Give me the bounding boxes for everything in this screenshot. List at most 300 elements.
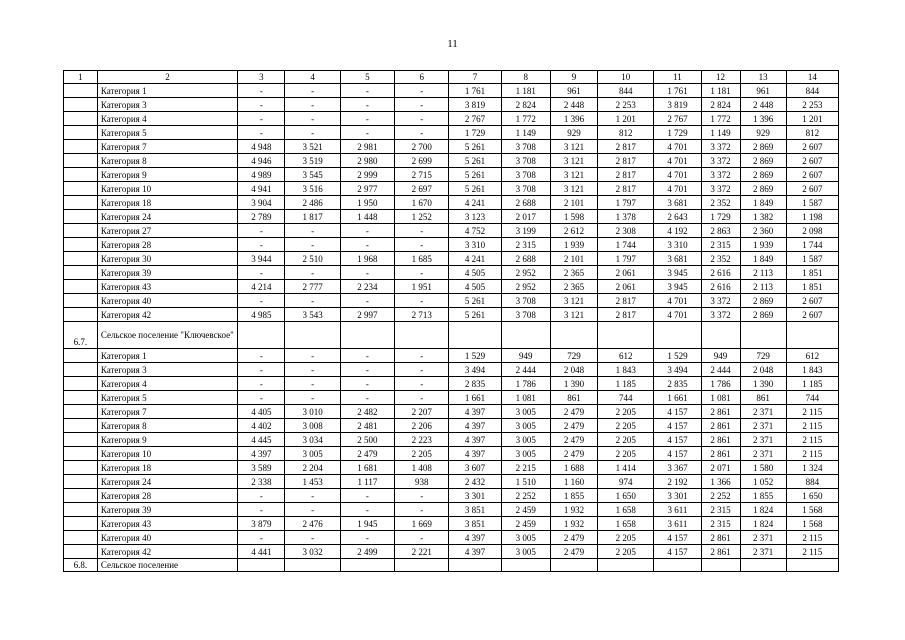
value-cell: 1 568: [786, 517, 838, 531]
row-number-cell: [64, 238, 98, 252]
value-cell: 3 199: [501, 224, 550, 238]
value-cell: 1 670: [395, 196, 449, 210]
value-cell: 1 396: [740, 112, 786, 126]
value-cell: 2 997: [340, 308, 394, 322]
table-row: [64, 447, 839, 461]
value-cell: 844: [598, 84, 654, 98]
value-cell: 2 479: [550, 531, 597, 545]
value-cell: 2 205: [598, 545, 654, 559]
value-cell: 2 486: [285, 196, 340, 210]
value-cell: 1 849: [740, 252, 786, 266]
category-name-cell: Категория 10: [97, 182, 237, 196]
value-cell: 1 453: [285, 475, 340, 489]
value-cell: 2 699: [395, 154, 449, 168]
value-cell: 3 545: [285, 168, 340, 182]
value-cell: -: [340, 363, 394, 377]
value-cell: 2 365: [550, 266, 597, 280]
value-cell: 2 315: [501, 238, 550, 252]
value-cell: -: [238, 294, 285, 308]
row-number-cell: [64, 517, 98, 531]
table-row: [64, 154, 839, 168]
value-cell: -: [238, 489, 285, 503]
table-row: [64, 98, 839, 112]
value-cell: 3 372: [701, 308, 740, 322]
value-cell: 2 315: [701, 517, 740, 531]
value-cell: 2 499: [340, 545, 394, 559]
value-cell: 1 797: [598, 196, 654, 210]
value-cell: 1 366: [701, 475, 740, 489]
value-cell: [238, 322, 285, 349]
value-cell: 2 479: [550, 405, 597, 419]
value-cell: 2 071: [701, 461, 740, 475]
value-cell: [340, 559, 394, 572]
value-cell: 1 414: [598, 461, 654, 475]
value-cell: 1 661: [449, 391, 501, 405]
table-row: [64, 196, 839, 210]
value-cell: 3 123: [449, 210, 501, 224]
value-cell: [701, 322, 740, 349]
category-name-cell: Сельское поселение: [97, 559, 237, 572]
value-cell: 3 879: [238, 517, 285, 531]
value-cell: 3 611: [654, 517, 701, 531]
category-name-cell: Категория 10: [97, 447, 237, 461]
value-cell: 1 744: [598, 238, 654, 252]
value-cell: [550, 322, 597, 349]
column-number-header: 4: [285, 71, 340, 84]
value-cell: 3 121: [550, 168, 597, 182]
row-number-cell: [64, 182, 98, 196]
value-cell: -: [395, 238, 449, 252]
value-cell: 2 223: [395, 433, 449, 447]
table-row: [64, 210, 839, 224]
value-cell: 1 382: [740, 210, 786, 224]
value-cell: 2 115: [786, 419, 838, 433]
value-cell: 1 396: [550, 112, 597, 126]
value-cell: -: [285, 531, 340, 545]
value-cell: -: [395, 503, 449, 517]
value-cell: 3 519: [285, 154, 340, 168]
value-cell: 1 580: [740, 461, 786, 475]
section-row: [64, 559, 839, 572]
value-cell: 3 708: [501, 294, 550, 308]
value-cell: 2 607: [786, 182, 838, 196]
value-cell: 2 061: [598, 266, 654, 280]
value-cell: 2 205: [395, 447, 449, 461]
value-cell: 1 510: [501, 475, 550, 489]
value-cell: 2 444: [501, 363, 550, 377]
value-cell: [701, 559, 740, 572]
column-number-header: 1: [64, 71, 98, 84]
table-row: [64, 252, 839, 266]
category-name-cell: Категория 39: [97, 266, 237, 280]
value-cell: [740, 322, 786, 349]
category-name-cell: Категория 8: [97, 154, 237, 168]
value-cell: [501, 559, 550, 572]
value-cell: 2 869: [740, 168, 786, 182]
value-cell: 4 397: [449, 447, 501, 461]
value-cell: 2 835: [654, 377, 701, 391]
table-row: [64, 475, 839, 489]
value-cell: 2 360: [740, 224, 786, 238]
value-cell: 2 817: [598, 294, 654, 308]
value-cell: [740, 559, 786, 572]
value-cell: -: [238, 224, 285, 238]
value-cell: 4 445: [238, 433, 285, 447]
row-number-cell: [64, 112, 98, 126]
value-cell: 2 205: [598, 433, 654, 447]
value-cell: -: [238, 266, 285, 280]
value-cell: 1 390: [550, 377, 597, 391]
value-cell: 2 700: [395, 140, 449, 154]
category-name-cell: Категория 42: [97, 545, 237, 559]
table-row: [64, 517, 839, 531]
value-cell: 929: [740, 126, 786, 140]
value-cell: -: [285, 112, 340, 126]
category-name-cell: Категория 1: [97, 349, 237, 363]
value-cell: 1 772: [701, 112, 740, 126]
value-cell: 861: [740, 391, 786, 405]
value-cell: -: [238, 112, 285, 126]
value-cell: 4 192: [654, 224, 701, 238]
value-cell: 1 761: [654, 84, 701, 98]
value-cell: 4 989: [238, 168, 285, 182]
value-cell: 5 261: [449, 308, 501, 322]
value-cell: -: [238, 391, 285, 405]
value-cell: 4 157: [654, 447, 701, 461]
value-cell: 2 207: [395, 405, 449, 419]
table-row: [64, 503, 839, 517]
value-cell: 2 115: [786, 433, 838, 447]
value-cell: 1 843: [786, 363, 838, 377]
category-name-cell: Категория 9: [97, 433, 237, 447]
section-row: [64, 322, 839, 349]
row-number-cell: [64, 503, 98, 517]
value-cell: 1 658: [598, 503, 654, 517]
value-cell: -: [395, 391, 449, 405]
value-cell: 2 643: [654, 210, 701, 224]
value-cell: 4 214: [238, 280, 285, 294]
value-cell: 3 008: [285, 419, 340, 433]
value-cell: 1 851: [786, 280, 838, 294]
table-row: [64, 419, 839, 433]
value-cell: 2 869: [740, 154, 786, 168]
value-cell: -: [395, 377, 449, 391]
column-number-header: 3: [238, 71, 285, 84]
value-cell: 1 149: [501, 126, 550, 140]
value-cell: 2 371: [740, 545, 786, 559]
column-number-header: 6: [395, 71, 449, 84]
value-cell: [786, 322, 838, 349]
value-cell: 1 939: [740, 238, 786, 252]
value-cell: -: [238, 238, 285, 252]
value-cell: 1 661: [654, 391, 701, 405]
value-cell: 1 378: [598, 210, 654, 224]
value-cell: 1 117: [340, 475, 394, 489]
value-cell: 2 767: [449, 112, 501, 126]
value-cell: [598, 559, 654, 572]
value-cell: 2 869: [740, 182, 786, 196]
value-cell: 1 669: [395, 517, 449, 531]
value-cell: 2 607: [786, 168, 838, 182]
category-name-cell: Категория 40: [97, 531, 237, 545]
value-cell: 2 607: [786, 154, 838, 168]
value-cell: 2 061: [598, 280, 654, 294]
value-cell: 961: [550, 84, 597, 98]
value-cell: 2 205: [598, 405, 654, 419]
value-cell: 3 005: [501, 447, 550, 461]
value-cell: 3 005: [501, 433, 550, 447]
value-cell: [654, 559, 701, 572]
value-cell: 2 192: [654, 475, 701, 489]
value-cell: 1 968: [340, 252, 394, 266]
value-cell: -: [340, 503, 394, 517]
column-number-header: 11: [654, 71, 701, 84]
value-cell: 2 861: [701, 405, 740, 419]
value-cell: -: [395, 489, 449, 503]
table-row: [64, 182, 839, 196]
value-cell: 2 479: [340, 447, 394, 461]
value-cell: 4 157: [654, 545, 701, 559]
value-cell: 4 157: [654, 531, 701, 545]
row-number-cell: [64, 210, 98, 224]
value-cell: 2 444: [701, 363, 740, 377]
value-cell: 2 448: [740, 98, 786, 112]
row-number-cell: [64, 126, 98, 140]
row-number-cell: [64, 308, 98, 322]
value-cell: 1 598: [550, 210, 597, 224]
value-cell: -: [395, 294, 449, 308]
value-cell: 2 448: [550, 98, 597, 112]
table-row: [64, 461, 839, 475]
table-row: [64, 405, 839, 419]
value-cell: [285, 559, 340, 572]
tariff-table: [63, 70, 839, 572]
value-cell: 3 121: [550, 294, 597, 308]
table-row: [64, 545, 839, 559]
value-cell: 974: [598, 475, 654, 489]
value-cell: -: [285, 363, 340, 377]
value-cell: 1 688: [550, 461, 597, 475]
value-cell: 744: [598, 391, 654, 405]
value-cell: -: [340, 489, 394, 503]
value-cell: 2 952: [501, 266, 550, 280]
value-cell: 5 261: [449, 154, 501, 168]
row-number-cell: [64, 349, 98, 363]
value-cell: 2 115: [786, 531, 838, 545]
value-cell: 2 688: [501, 196, 550, 210]
value-cell: 5 261: [449, 168, 501, 182]
value-cell: 861: [550, 391, 597, 405]
value-cell: 4 397: [449, 545, 501, 559]
value-cell: 4 946: [238, 154, 285, 168]
value-cell: [654, 322, 701, 349]
value-cell: 4 397: [449, 419, 501, 433]
value-cell: 4 397: [449, 531, 501, 545]
value-cell: 3 372: [701, 154, 740, 168]
table-row: [64, 126, 839, 140]
value-cell: 3 708: [501, 308, 550, 322]
value-cell: 3 851: [449, 503, 501, 517]
category-name-cell: Категория 28: [97, 489, 237, 503]
value-cell: [501, 322, 550, 349]
value-cell: -: [285, 294, 340, 308]
value-cell: 5 261: [449, 182, 501, 196]
value-cell: 1 160: [550, 475, 597, 489]
value-cell: 1 587: [786, 252, 838, 266]
value-cell: 3 005: [501, 531, 550, 545]
value-cell: 1 729: [701, 210, 740, 224]
value-cell: 4 505: [449, 280, 501, 294]
value-cell: 2 482: [340, 405, 394, 419]
value-cell: -: [340, 238, 394, 252]
category-name-cell: Категория 3: [97, 98, 237, 112]
value-cell: 4 948: [238, 140, 285, 154]
value-cell: 2 510: [285, 252, 340, 266]
row-number-cell: [64, 84, 98, 98]
value-cell: -: [395, 349, 449, 363]
value-cell: 4 701: [654, 294, 701, 308]
value-cell: 2 101: [550, 252, 597, 266]
table-row: [64, 294, 839, 308]
value-cell: 2 479: [550, 419, 597, 433]
row-number-cell: [64, 224, 98, 238]
value-cell: -: [395, 84, 449, 98]
value-cell: 2 817: [598, 140, 654, 154]
value-cell: 1 052: [740, 475, 786, 489]
value-cell: 2 607: [786, 140, 838, 154]
value-cell: 1 761: [449, 84, 501, 98]
value-cell: 1 729: [449, 126, 501, 140]
value-cell: -: [395, 224, 449, 238]
category-name-cell: Категория 18: [97, 196, 237, 210]
value-cell: 1 824: [740, 503, 786, 517]
value-cell: 2 500: [340, 433, 394, 447]
value-cell: 2 048: [740, 363, 786, 377]
value-cell: 4 241: [449, 252, 501, 266]
category-name-cell: Категория 1: [97, 84, 237, 98]
value-cell: 1 786: [701, 377, 740, 391]
value-cell: -: [285, 224, 340, 238]
value-cell: 3 005: [285, 447, 340, 461]
value-cell: 2 977: [340, 182, 394, 196]
value-cell: 2 315: [701, 503, 740, 517]
value-cell: 3 032: [285, 545, 340, 559]
table-row: [64, 84, 839, 98]
category-name-cell: Категория 5: [97, 391, 237, 405]
row-number-cell: [64, 363, 98, 377]
row-number-cell: [64, 98, 98, 112]
value-cell: 1 185: [598, 377, 654, 391]
value-cell: 2 101: [550, 196, 597, 210]
value-cell: 2 206: [395, 419, 449, 433]
value-cell: 2 204: [285, 461, 340, 475]
value-cell: 3 819: [654, 98, 701, 112]
value-cell: [449, 322, 501, 349]
value-cell: 1 650: [598, 489, 654, 503]
value-cell: 2 371: [740, 531, 786, 545]
value-cell: 2 824: [501, 98, 550, 112]
category-name-cell: Категория 3: [97, 363, 237, 377]
column-number-header: 14: [786, 71, 838, 84]
value-cell: 2 869: [740, 140, 786, 154]
category-name-cell: Категория 4: [97, 112, 237, 126]
value-cell: -: [395, 98, 449, 112]
value-cell: 2 789: [238, 210, 285, 224]
value-cell: -: [395, 266, 449, 280]
value-cell: 4 397: [449, 405, 501, 419]
value-cell: 3 494: [654, 363, 701, 377]
row-number-cell: [64, 433, 98, 447]
value-cell: 2 252: [501, 489, 550, 503]
value-cell: 2 697: [395, 182, 449, 196]
value-cell: 2 113: [740, 280, 786, 294]
value-cell: 1 932: [550, 503, 597, 517]
value-cell: 2 252: [701, 489, 740, 503]
value-cell: 1 932: [550, 517, 597, 531]
value-cell: 1 851: [786, 266, 838, 280]
category-name-cell: Категория 39: [97, 503, 237, 517]
value-cell: 4 402: [238, 419, 285, 433]
value-cell: -: [395, 126, 449, 140]
value-cell: 2 817: [598, 182, 654, 196]
value-cell: 2 817: [598, 308, 654, 322]
value-cell: -: [285, 391, 340, 405]
category-name-cell: Категория 43: [97, 517, 237, 531]
value-cell: 3 904: [238, 196, 285, 210]
value-cell: 3 589: [238, 461, 285, 475]
value-cell: 2 607: [786, 308, 838, 322]
value-cell: 3 121: [550, 154, 597, 168]
value-cell: 3 301: [449, 489, 501, 503]
value-cell: 1 408: [395, 461, 449, 475]
value-cell: 5 261: [449, 140, 501, 154]
value-cell: 2 371: [740, 447, 786, 461]
row-number-cell: [64, 545, 98, 559]
value-cell: 3 945: [654, 280, 701, 294]
value-cell: 3 708: [501, 154, 550, 168]
value-cell: 929: [550, 126, 597, 140]
value-cell: 3 543: [285, 308, 340, 322]
value-cell: 3 681: [654, 252, 701, 266]
value-cell: -: [340, 84, 394, 98]
value-cell: 2 115: [786, 545, 838, 559]
value-cell: 3 310: [449, 238, 501, 252]
column-number-header: 7: [449, 71, 501, 84]
value-cell: 4 397: [238, 447, 285, 461]
value-cell: 949: [701, 349, 740, 363]
value-cell: 4 941: [238, 182, 285, 196]
row-number-cell: [64, 266, 98, 280]
value-cell: 3 516: [285, 182, 340, 196]
category-name-cell: Категория 43: [97, 280, 237, 294]
value-cell: 3 521: [285, 140, 340, 154]
value-cell: 812: [598, 126, 654, 140]
category-name-cell: Сельское поселение "Ключевское": [97, 322, 237, 349]
value-cell: 1 855: [550, 489, 597, 503]
value-cell: [238, 559, 285, 572]
value-cell: 1 198: [786, 210, 838, 224]
value-cell: 1 201: [786, 112, 838, 126]
row-number-cell: [64, 168, 98, 182]
category-name-cell: Категория 24: [97, 475, 237, 489]
value-cell: 2 817: [598, 168, 654, 182]
value-cell: 1 744: [786, 238, 838, 252]
value-cell: -: [340, 224, 394, 238]
value-cell: 3 121: [550, 140, 597, 154]
value-cell: 729: [550, 349, 597, 363]
value-cell: 2 113: [740, 266, 786, 280]
row-number-cell: [64, 154, 98, 168]
